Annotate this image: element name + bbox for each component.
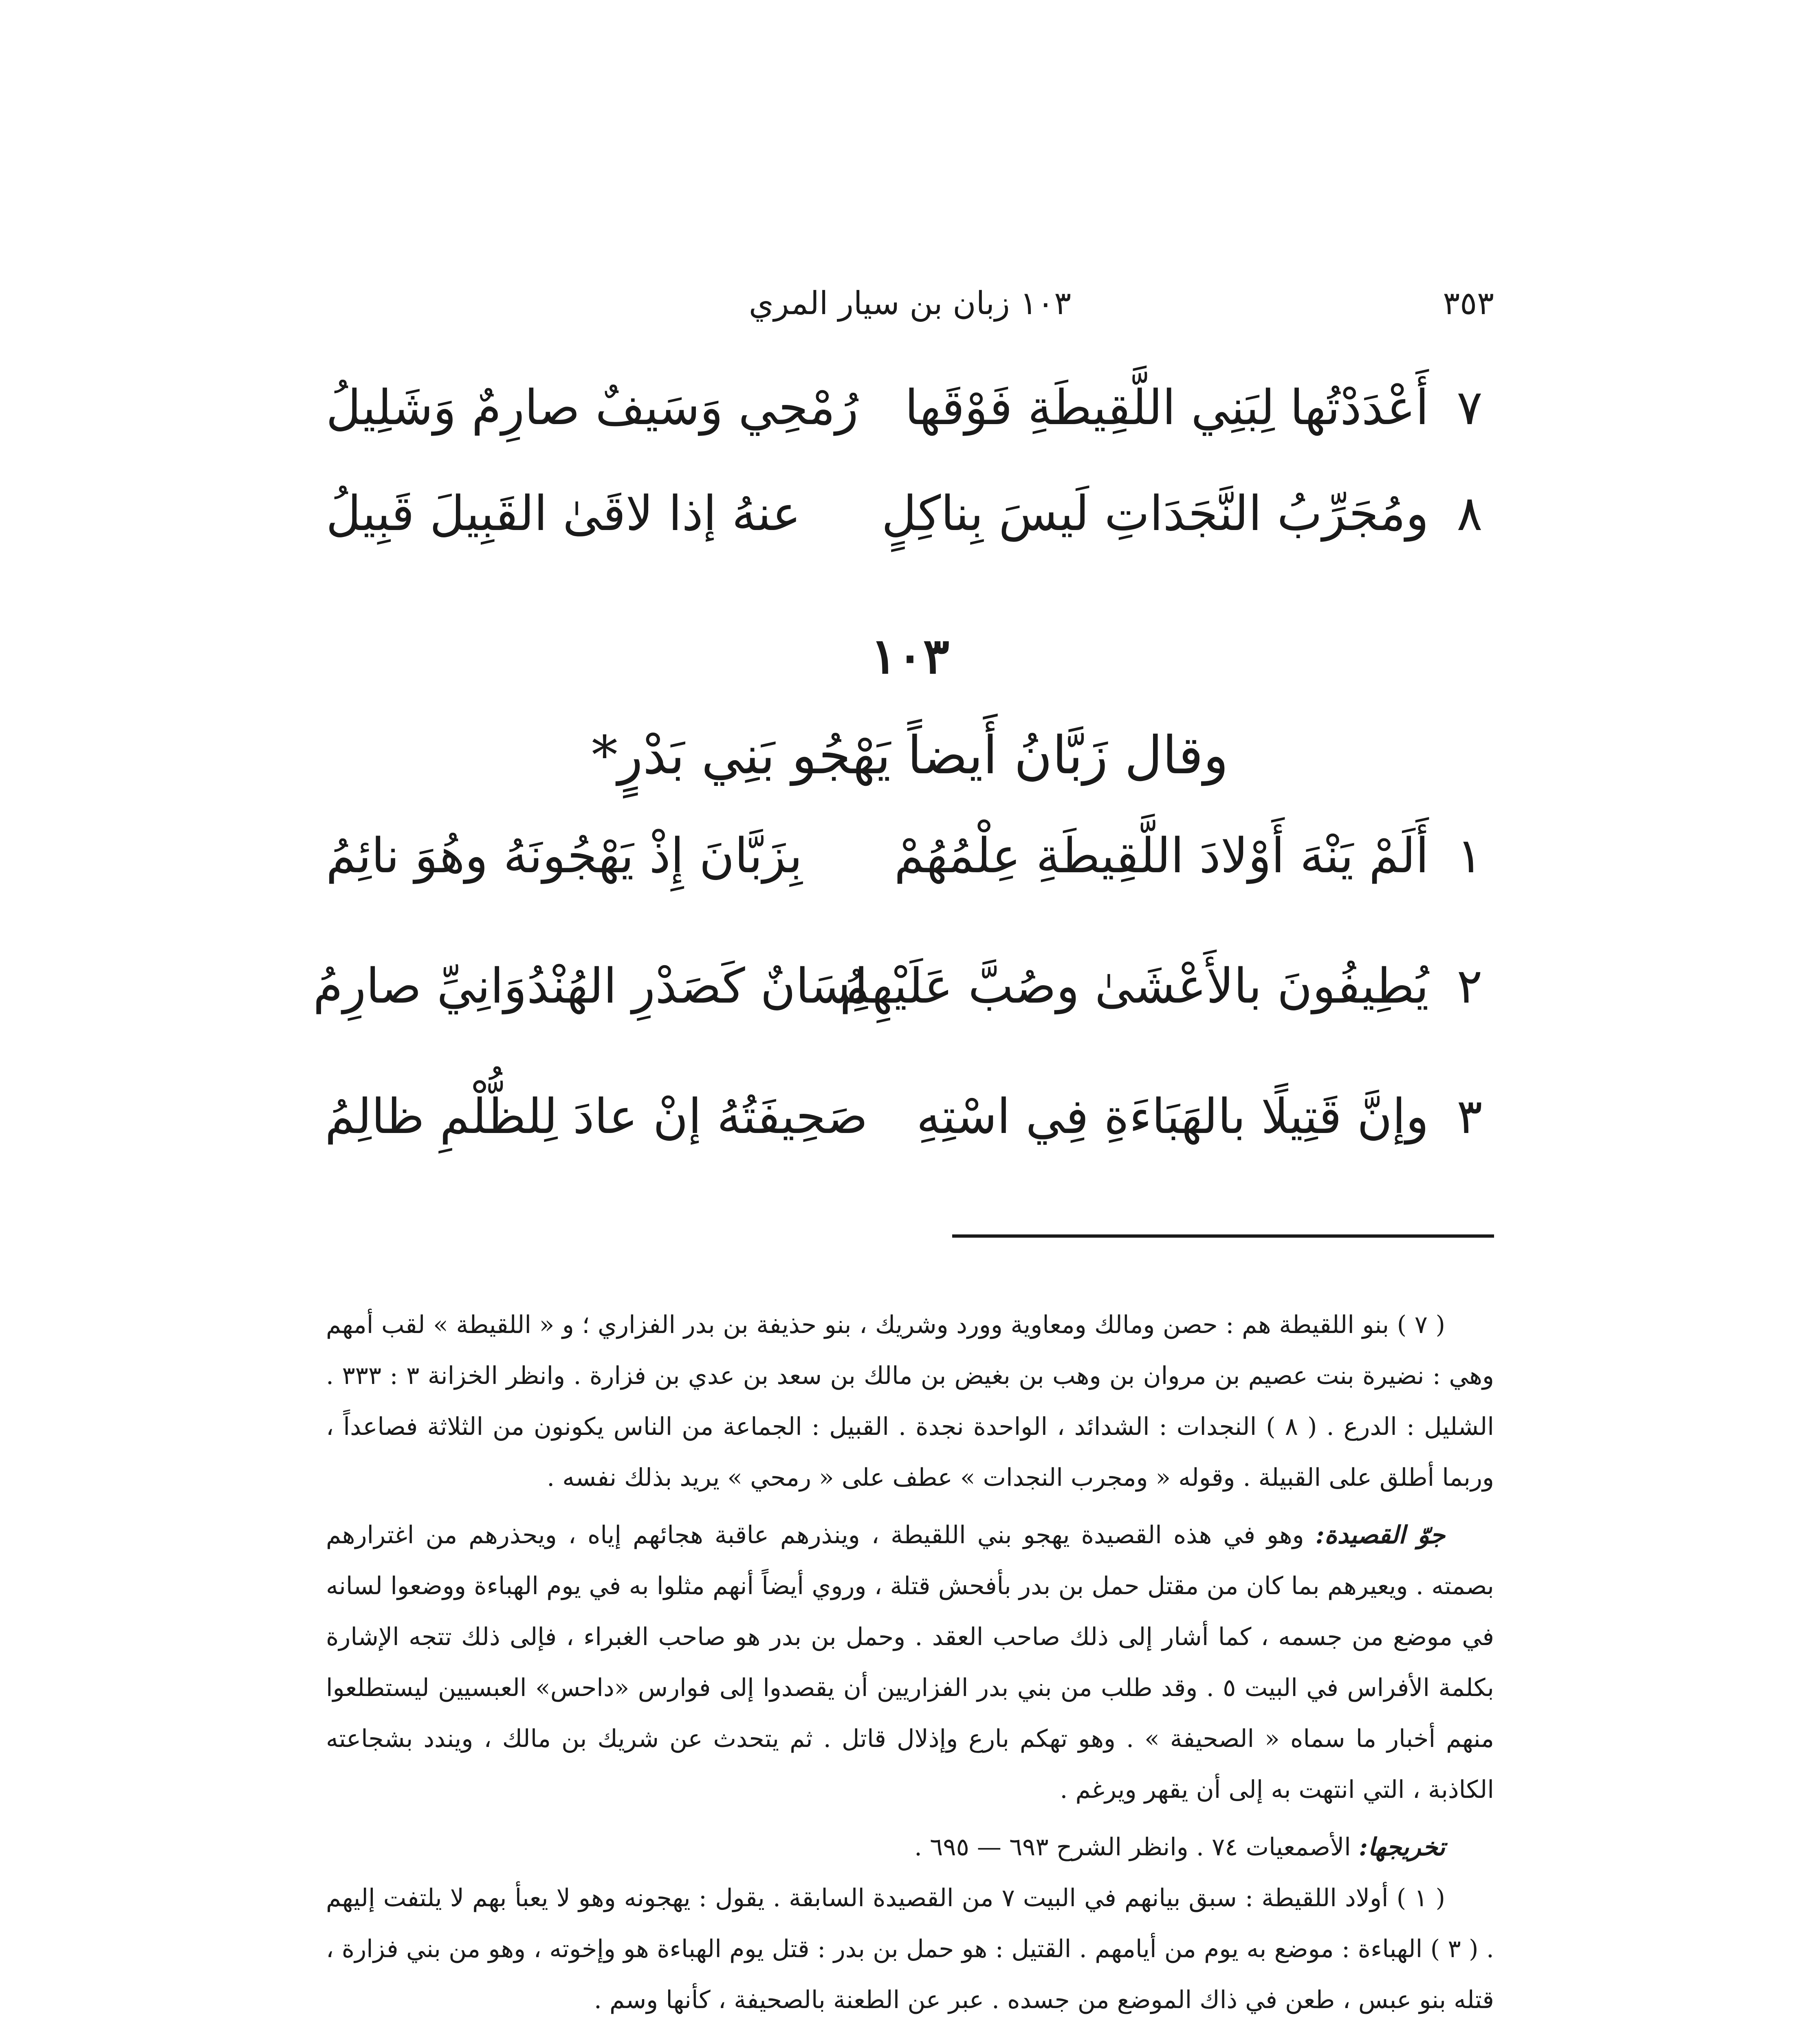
verse-first-hemistich: أَلَمْ يَنْهَ أَوْلادَ اللَّقِيطَةِ عِلْمُهُمْ: [894, 827, 1429, 884]
verse-number: ٣: [1457, 1088, 1483, 1144]
commentary-notes: [326, 1300, 1494, 2026]
running-header: [326, 285, 1494, 330]
verse-number: ٨: [1457, 485, 1483, 541]
verse-first-hemistich: أَعْدَدْتُها لِبَنِي اللَّقِيطَةِ فَوْقَها: [904, 379, 1429, 436]
verse-line: [313, 945, 1494, 1027]
verse-number: ١: [1457, 827, 1483, 884]
verse-number: ٢: [1457, 958, 1483, 1014]
verse-second-hemistich: صَحِيفَتُهُ إنْ عادَ لِلظُّلْمِ ظالِمُ: [325, 1088, 868, 1144]
verse-line: [326, 473, 1494, 554]
verse-second-hemistich: رُمْحِي وَسَيفٌ صارِمٌ وَشَلِيلُ: [326, 379, 858, 436]
verse-second-hemistich: لِسَانٌ كَصَدْرِ الهُنْدُوَانِيِّ صارِمُ: [313, 958, 868, 1014]
note-paragraph: ( ١ ) أولاد اللقيطة : سبق بيانهم في البيت ٧ من القصيدة السابقة . يقول : يهجونه وهو لا يعبأ بهم لا يلتفت إليهم . ( ٣ ) الهباءة : موضع به يوم من أيامهم . القتيل : هو حمل بن بدر : قتل يوم الهباءة هو وإخوته ، وهو من بني فزارة ، قتله بنو عبس ، طعن في ذاك الموضع من جسده . عبر عن الطعنة بالصحيفة ، كأنها وسم .: [326, 1884, 1494, 2014]
running-title: ١٠٣ زبان بن سيار المري: [748, 285, 1072, 322]
poem-number: ١٠٣: [870, 627, 950, 685]
verse-line: [326, 815, 1494, 896]
page-number: ٣٥٣: [1443, 285, 1494, 322]
section-label: تخريجها:: [1358, 1833, 1445, 1861]
section-text: الأصمعيات ٧٤ . وانظر الشرح ٦٩٣ — ٦٩٥ .: [914, 1833, 1351, 1861]
verse-first-hemistich: ومُجَرِّبُ النَّجَدَاتِ لَيسَ بِناكِلٍ: [881, 485, 1429, 541]
verse-line: [326, 367, 1494, 448]
note-paragraph: [326, 1510, 1494, 1815]
note-paragraph: ( ٧ ) بنو اللقيطة هم : حصن ومالك ومعاوية وورد وشريك ، بنو حذيفة بن بدر الفزاري ؛ و « اللقيطة » لقب أمهم وهي : نضيرة بنت عصيم بن مروان بن وهب بن بغيض بن مالك بن سعد بن عدي بن فزارة . وانظر الخزانة ٣ : ٣٣٣ . الشليل : الدرع . ( ٨ ) النجدات : الشدائد ، الواحدة نجدة . القبيل : الجماعة من الناس يكونون من الثلاثة فصاعداً ، وربما أطلق على القبيلة . وقوله « ومجرب النجدات » عطف على « رمحي » يريد بذلك نفسه .: [326, 1311, 1494, 1492]
footnote-divider: [952, 1234, 1494, 1238]
section-label: جوّ القصيدة:: [1315, 1521, 1445, 1549]
verse-number: ٧: [1457, 379, 1483, 436]
verse-second-hemistich: عنهُ إذا لاقَىٰ القَبِيلَ قَبِيلُ: [326, 485, 801, 541]
verse-first-hemistich: وإنَّ قَتِيلًا بالهَبَاءَةِ فِي اسْتِهِ: [916, 1088, 1429, 1144]
note-paragraph: [326, 1822, 1494, 1873]
verse-second-hemistich: بِزَبَّانَ إِذْ يَهْجُونَهُ وهُوَ نائِمُ: [326, 827, 803, 884]
verse-line: [326, 1076, 1494, 1157]
poem-heading: وقال زَبَّانُ أَيضاً يَهْجُو بَنِي بَدْرٍ*: [592, 725, 1228, 786]
verse-first-hemistich: يُطِيفُونَ بالأَعْشَىٰ وصُبَّ عَلَيْهِمُ: [839, 958, 1429, 1014]
section-text: وهو في هذه القصيدة يهجو بني اللقيطة ، وينذرهم عاقبة هجائهم إياه ، ويحذرهم من اغترارهم بصمته . ويعيرهم بما كان من مقتل حمل بن بدر بأفحش قتلة ، وروي أيضاً أنهم مثلوا به في يوم الهباءة ووضعوا لسانه في موضع من جسمه ، كما أشار إلى ذلك صاحب العقد . وحمل بن بدر هو صاحب الغبراء ، فإلى ذلك تتجه الإشارة بكلمة الأفراس في البيت ٥ . وقد طلب من بني بدر الفزاريين أن يقصدوا إلى فوارس «داحس» العبسيين ليستطلعوا منهم أخبار ما سماه « الصحيفة » . وهو تهكم بارع وإذلال قاتل . ثم يتحدث عن شريك بن مالك ، ويندد بشجاعته الكاذبة ، التي انتهت به إلى أن يقهر ويرغم .: [326, 1521, 1494, 1804]
